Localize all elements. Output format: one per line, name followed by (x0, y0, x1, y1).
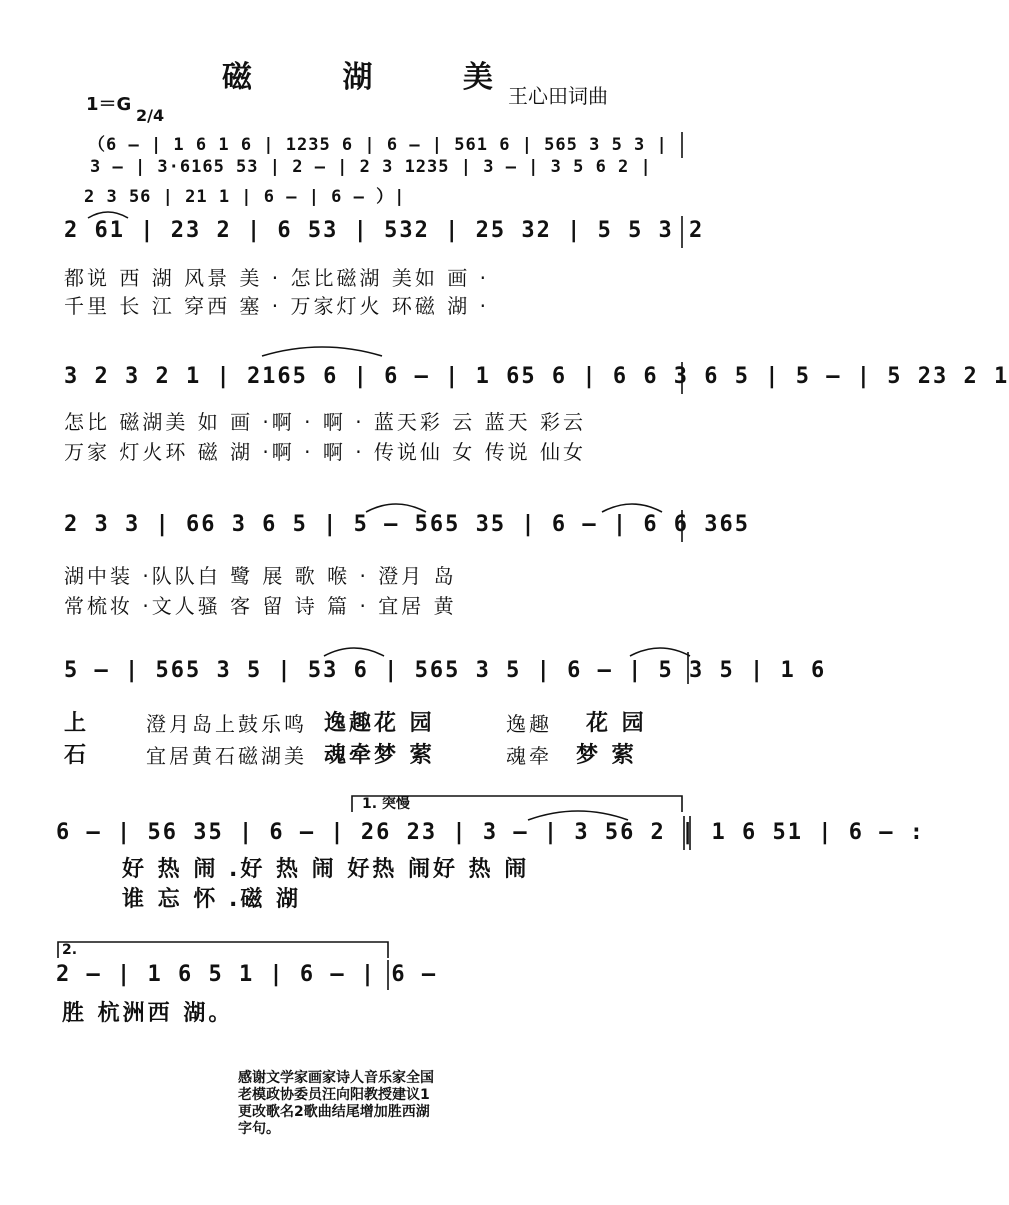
slur-row-4-b (630, 648, 690, 656)
lyrics-row-4-verse-1-e: 花 园 (586, 711, 647, 736)
lyrics-row-6: 胜 杭洲西 湖。 (62, 1001, 234, 1026)
lyrics-row-4-verse-1-d: 逸趣 (506, 712, 552, 736)
lyrics-row-4-verse-2-e: 梦 萦 (576, 743, 637, 768)
slur-row-3-b (602, 504, 662, 512)
volta-1-label: 1. 突慢 (362, 796, 410, 812)
composer-credit: 王心田词曲 (508, 84, 608, 108)
volta-2-label: 2. (62, 942, 78, 958)
key-signature: 1＝G (86, 94, 132, 115)
lyrics-row-4-verse-2-a: 石 (64, 743, 90, 768)
song-title: 磁 湖 美 (222, 60, 533, 95)
slur-row-2 (262, 347, 382, 356)
slur-row-5 (528, 811, 628, 820)
slur-row-3 (366, 504, 426, 512)
slur-row-1 (88, 212, 128, 218)
lyrics-row-1-verse-2: 千里 长 江 穿西 塞 · 万家灯火 环磁 湖 · (64, 294, 489, 318)
intro-line-3: 2 3 56 | 21 1 | 6 — | 6 — ）| (84, 187, 406, 207)
lyrics-row-2-verse-2: 万家 灯火环 磁 湖 ·啊 · 啊 · 传说仙 女 传说 仙女 (64, 440, 587, 464)
slur-row-4 (324, 648, 384, 656)
footnote-line-2: 老模政协委员汪向阳教授建议1 (238, 1087, 430, 1103)
lyrics-row-4-verse-1-c: 逸趣花 园 (324, 711, 435, 736)
lyrics-row-4-verse-1-b: 澄月岛上鼓乐鸣 (146, 712, 307, 736)
lyrics-row-4-verse-2-b: 宜居黄石磁湖美 (146, 744, 307, 768)
lyrics-row-2-verse-1: 怎比 磁湖美 如 画 ·啊 · 啊 · 蓝天彩 云 蓝天 彩云 (64, 410, 587, 434)
notation-row-4: 5 — | 565 3 5 | 53 6 | 565 3 5 | 6 — | 5 3 5 | 1 6 (64, 658, 827, 683)
lyrics-row-4-verse-2-c: 魂牵梦 萦 (324, 743, 435, 768)
lyrics-row-4-verse-2-d: 魂牵 (506, 744, 552, 768)
footnote-line-3: 更改歌名2歌曲结尾增加胜西湖 (238, 1104, 430, 1120)
volta-1-bracket (352, 796, 682, 812)
notation-row-3: 2 3 3 | 66 3 6 5 | 5 — 565 35 | 6 — | 6 6 365 (64, 512, 751, 537)
time-signature: 2/4 (136, 106, 165, 125)
notation-row-6: 2 — | 1 6 5 1 | 6 — | 6 — (56, 962, 438, 987)
footnote-line-4: 字句。 (238, 1121, 280, 1137)
notation-row-5: 6 — | 56 35 | 6 — | 26 23 | 3 — | 3 56 2 | 1 6 51 | 6 — : (56, 820, 925, 845)
notation-row-1: 2 61 | 23 2 | 6 53 | 532 | 25 32 | 5 5 3 2 (64, 218, 705, 243)
footnote-line-1: 感谢文学家画家诗人音乐家全国 (238, 1070, 434, 1086)
lyrics-row-3-verse-2: 常梳妆 ·文人骚 客 留 诗 篇 · 宜居 黄 (64, 594, 457, 618)
lyrics-row-5-verse-1: 好 热 闹 .好 热 闹 好热 闹好 热 闹 (122, 857, 530, 882)
lyrics-row-4-verse-1-a: 上 (64, 711, 90, 736)
intro-line-2: 3 — | 3·6165 53 | 2 — | 2 3 1235 | 3 — | 3 5 6 2 | (90, 157, 652, 177)
lyrics-row-5-verse-2: 谁 忘 怀 .磁 湖 (122, 887, 301, 912)
lyrics-row-3-verse-1: 湖中装 ·队队白 鹭 展 歌 喉 · 澄月 岛 (64, 564, 457, 588)
lyrics-row-1-verse-1: 都说 西 湖 风景 美 · 怎比磁湖 美如 画 · (64, 266, 489, 290)
notation-row-2: 3 2 3 2 1 | 2165 6 | 6 — | 1 65 6 | 6 6 3 6 5 | 5 — | 5 23 2 1 (64, 364, 1009, 389)
volta-2-bracket (58, 942, 388, 958)
intro-line-1: （6 — | 1 6 1 6 | 1235 6 | 6 — | 561 6 | 565 3 5 3 | (88, 135, 668, 155)
